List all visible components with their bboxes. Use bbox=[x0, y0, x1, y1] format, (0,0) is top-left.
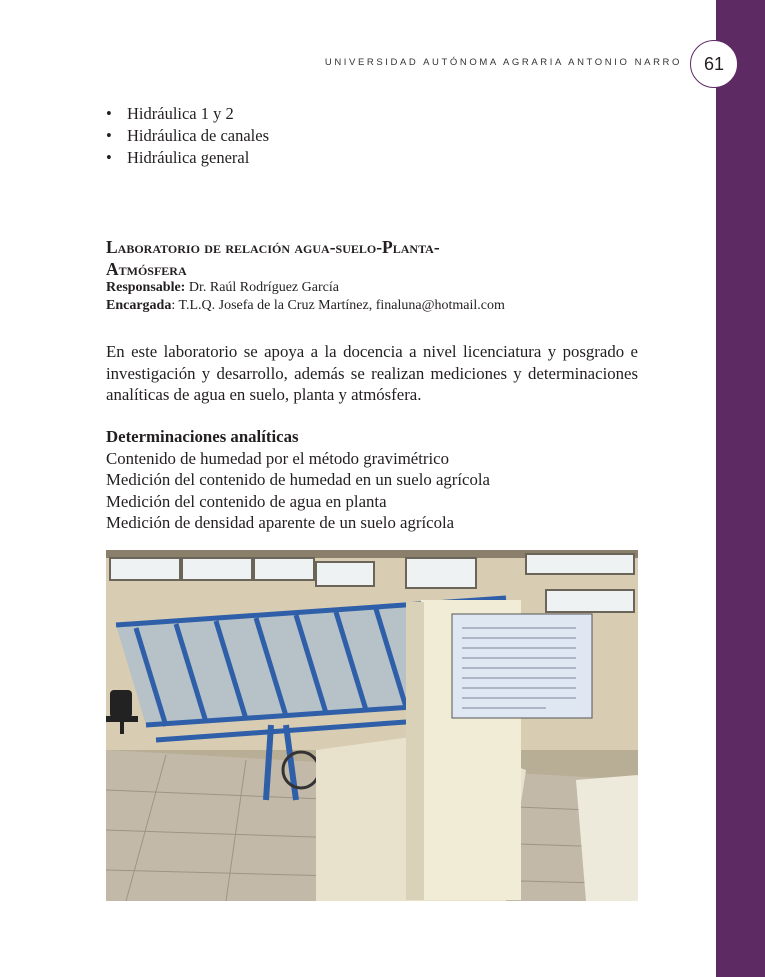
encargada-line bbox=[106, 297, 505, 315]
section-title-line1: Laboratorio de relación agua-suelo-Planta- bbox=[106, 237, 440, 257]
list-item: • Hidráulica 1 y 2 bbox=[106, 104, 234, 123]
running-header: UNIVERSIDAD AUTÓNOMA AGRARIA ANTONIO NARRO bbox=[324, 57, 682, 68]
responsable-line bbox=[106, 279, 339, 297]
page-number-badge bbox=[690, 40, 738, 88]
laboratory-photo-illustration bbox=[106, 550, 638, 901]
determinaciones-block bbox=[106, 426, 490, 534]
list-item: • Hidráulica de canales bbox=[106, 126, 270, 145]
section-title-line2: Atmósfera bbox=[106, 259, 187, 279]
purple-side-band bbox=[716, 0, 765, 977]
page-number: 61 bbox=[703, 53, 725, 74]
bullet-icon: • bbox=[106, 126, 112, 145]
list-item: Contenido de humedad por el método gravimétrico bbox=[106, 448, 449, 468]
responsable-label: Responsable: bbox=[106, 280, 186, 295]
laboratory-photo bbox=[106, 550, 638, 901]
bullet-icon: • bbox=[106, 104, 112, 123]
determinaciones-heading: Determinaciones analíticas bbox=[106, 427, 299, 446]
bullet-list bbox=[106, 103, 269, 169]
list-item: • Hidráulica general bbox=[106, 148, 250, 167]
section-title bbox=[106, 236, 626, 280]
encargada-label: Encargada bbox=[106, 298, 172, 313]
responsable-value: Dr. Raúl Rodríguez García bbox=[188, 280, 339, 295]
bullet-icon: • bbox=[106, 148, 112, 167]
list-item: Medición del contenido de humedad en un suelo agrícola bbox=[106, 470, 490, 489]
encargada-value: : T.L.Q. Josefa de la Cruz Martínez, finaluna@hotmail.com bbox=[171, 298, 505, 313]
list-item: Medición del contenido de agua en planta bbox=[106, 491, 387, 511]
list-item: Medición de densidad aparente de un suelo agrícola bbox=[106, 513, 455, 532]
description-paragraph: En este laboratorio se apoya a la docencia a nivel licenciatura y posgrado e investigación y desarrollo, además se realizan mediciones y determinaciones analíticas de agua en suelo, planta y atmósfera. bbox=[106, 342, 638, 404]
